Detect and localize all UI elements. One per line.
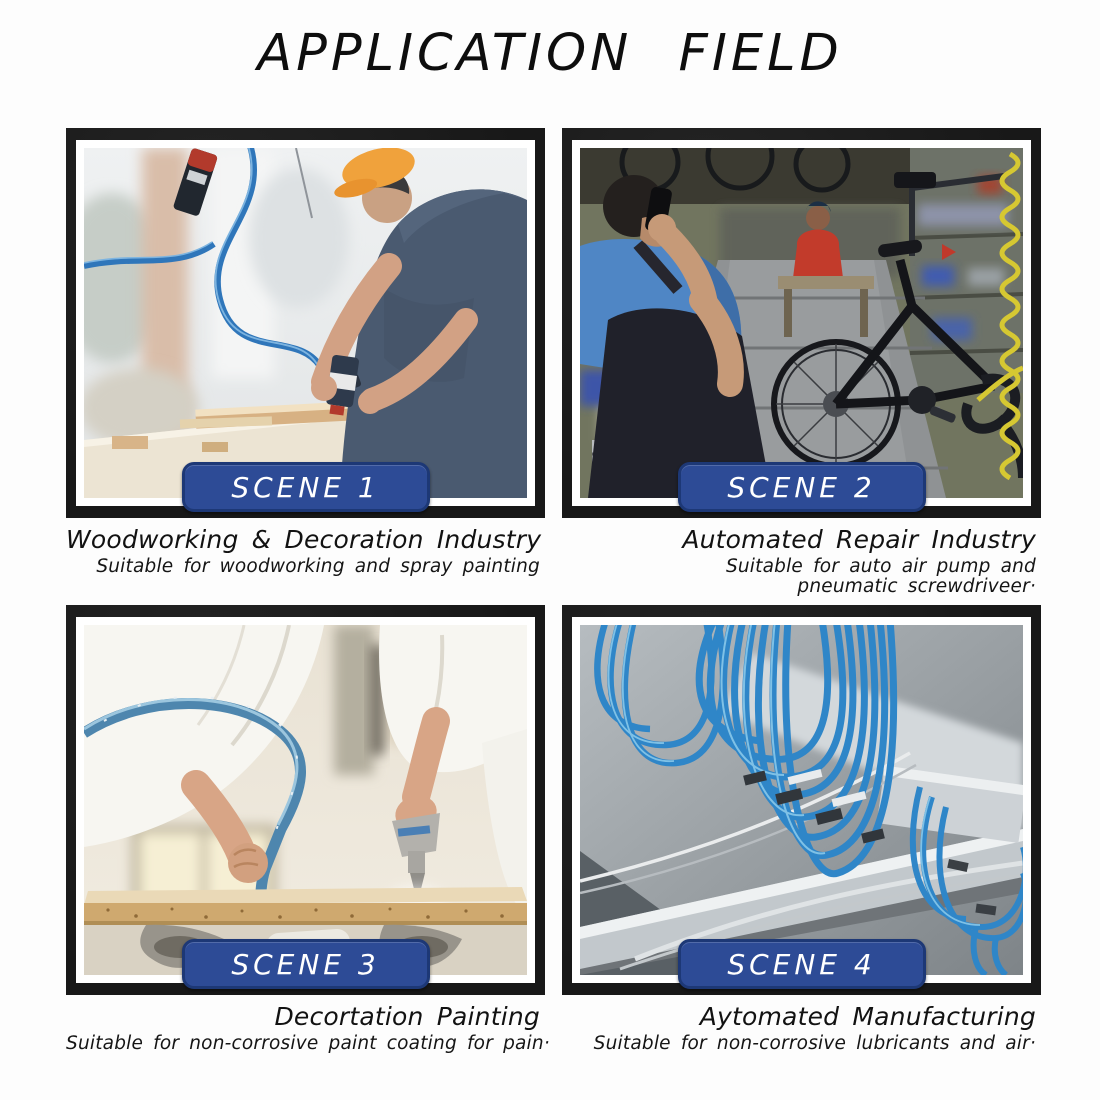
scene-3-mat [76,617,535,983]
scene-3-frame [66,605,545,995]
scene-1-caption [66,525,540,577]
woodworking-spray-photo [84,148,527,498]
scene-3-badge [182,939,430,989]
spray-painting-photo [84,625,527,975]
scene-1-subtitle: Suitable for woodworking and spray painting [96,555,540,577]
scene-2-title: Automated Repair Industry [682,525,1036,554]
scene-3-title: Decortation Painting [274,1002,540,1031]
scene-2-photo [580,148,1023,498]
scene-4-photo [580,625,1023,975]
scene-2-frame [562,128,1041,518]
scene-3-subtitle: Suitable for non-corrosive paint coating for pain· [66,1032,550,1054]
scene-4-title: Aytomated Manufacturing [699,1002,1036,1031]
scene-4-badge [678,939,926,989]
scene-3-caption [66,1002,550,1054]
scene-1-title: Woodworking & Decoration Industry [66,525,542,554]
scene-1-section [66,128,545,577]
scene-4-subtitle: Suitable for non-corrosive lubricants and air· [593,1032,1036,1054]
page-title: APPLICATION FIELD [257,24,843,83]
scene-1-photo [84,148,527,498]
scene-1-badge [182,462,430,512]
scene-1-badge-label: SCENE 1 [231,470,380,504]
bike-repair-shop-photo [580,148,1023,498]
scene-2-subtitle: Suitable for auto air pump and pneumatic screwdriveer· [725,555,1036,597]
scene-4-section [562,605,1041,1054]
scene-3-section [66,605,550,1054]
scene-3-photo [84,625,527,975]
scene-2-section [562,128,1041,597]
scene-4-mat [572,617,1031,983]
scene-2-badge-label: SCENE 2 [727,470,876,504]
scene-2-caption [562,525,1036,597]
scene-1-mat [76,140,535,506]
scene-4-frame [562,605,1041,995]
scene-2-mat [572,140,1031,506]
scene-3-badge-label: SCENE 3 [231,947,380,981]
pneumatic-tubes-photo [580,625,1023,975]
scene-2-badge [678,462,926,512]
scene-4-caption [562,1002,1036,1054]
scene-4-badge-label: SCENE 4 [727,947,876,981]
scene-1-frame [66,128,545,518]
